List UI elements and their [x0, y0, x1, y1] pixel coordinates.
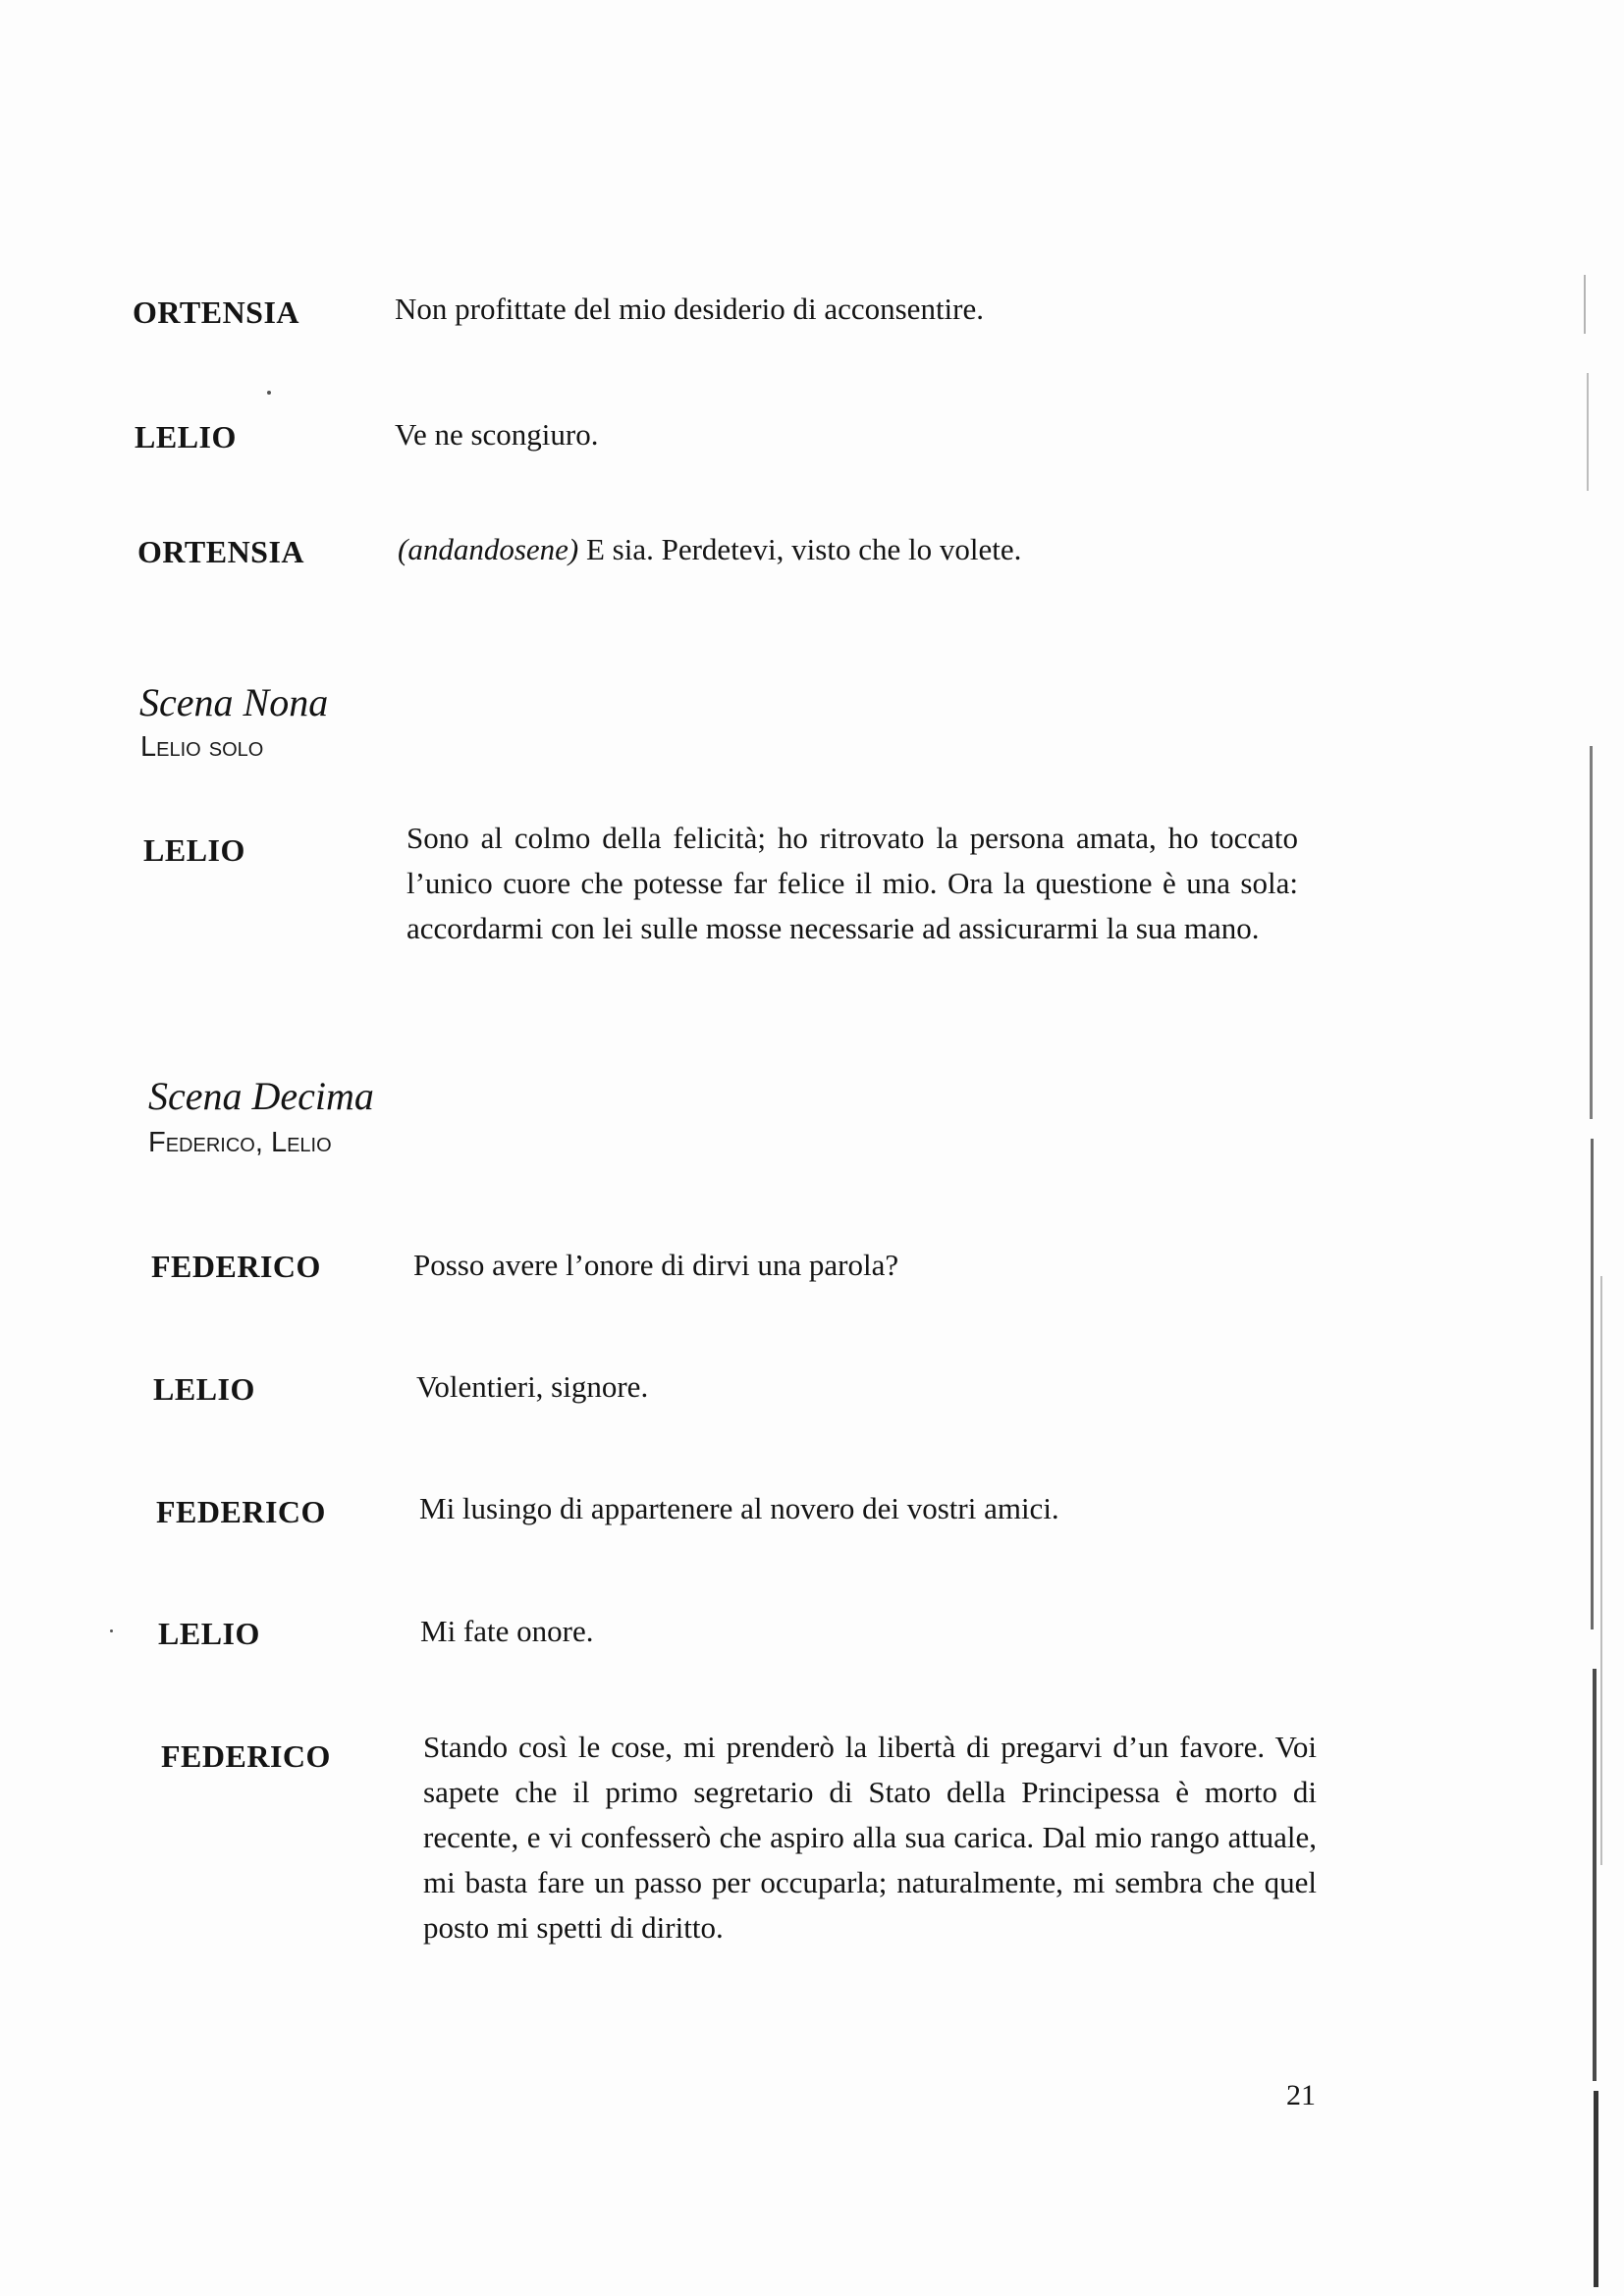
scan-speck — [267, 391, 271, 395]
speaker-name: ORTENSIA — [137, 534, 305, 569]
scan-edge-mark — [1587, 373, 1589, 491]
dialogue-line: Posso avere l’onore di dirvi una parola? — [413, 1248, 899, 1282]
scene-title: Scena Decima — [148, 1074, 374, 1118]
scan-edge-mark — [1594, 2091, 1598, 2287]
scan-edge-mark — [1591, 1139, 1594, 1629]
scan-edge-mark — [1584, 275, 1586, 334]
speaker-name: LELIO — [143, 832, 245, 868]
dialogue-paragraph: Sono al colmo della felicità; ho ritrovato la persona amata, ho toccato l’unico cuore che potesse far felice il mio. Ora la questione è una sola: accordarmi con lei sulle mosse necessarie ad assicurarmi la sua mano. — [406, 821, 1298, 945]
dialogue-line — [398, 527, 1021, 572]
dialogue-text: E sia. Perdetevi, visto che lo volete. — [578, 532, 1022, 566]
dialogue-line: Ve ne scongiuro. — [395, 417, 599, 452]
speaker-name: ORTENSIA — [133, 294, 300, 330]
dialogue-line: Volentieri, signore. — [416, 1369, 649, 1404]
scene-characters: Lelio solo — [140, 731, 264, 763]
scan-edge-mark — [1590, 746, 1593, 1119]
dialogue-line: Mi lusingo di appartenere al novero dei vostri amici. — [419, 1491, 1059, 1525]
speaker-name: FEDERICO — [151, 1249, 321, 1284]
scan-edge-mark — [1600, 1276, 1602, 1865]
dialogue-paragraph: Stando così le cose, mi prenderò la libertà di pregarvi d’un favore. Voi sapete che il primo segretario di Stato della Principessa è morto di recente, e vi confesserò che aspiro alla sua carica. Dal mio rango attuale, mi basta fare un passo per occuparla; naturalmente, mi sembra che quel posto mi spetti di diritto. — [423, 1730, 1317, 1945]
scan-speck — [110, 1629, 113, 1632]
scan-edge-mark — [1593, 1669, 1597, 2081]
scene-title: Scena Nona — [139, 680, 329, 724]
speaker-name: LELIO — [158, 1616, 260, 1651]
speaker-name: LELIO — [135, 419, 237, 454]
scene-characters: Federico, Lelio — [148, 1127, 332, 1158]
speaker-name: FEDERICO — [161, 1738, 331, 1774]
speaker-name: LELIO — [153, 1371, 255, 1407]
stage-direction: (andandosene) — [398, 532, 579, 566]
speaker-name: FEDERICO — [156, 1494, 326, 1529]
dialogue-line: Mi fate onore. — [420, 1614, 594, 1648]
page-number: 21 — [1286, 2079, 1316, 2111]
dialogue-line: Non profittate del mio desiderio di acconsentire. — [395, 292, 985, 326]
